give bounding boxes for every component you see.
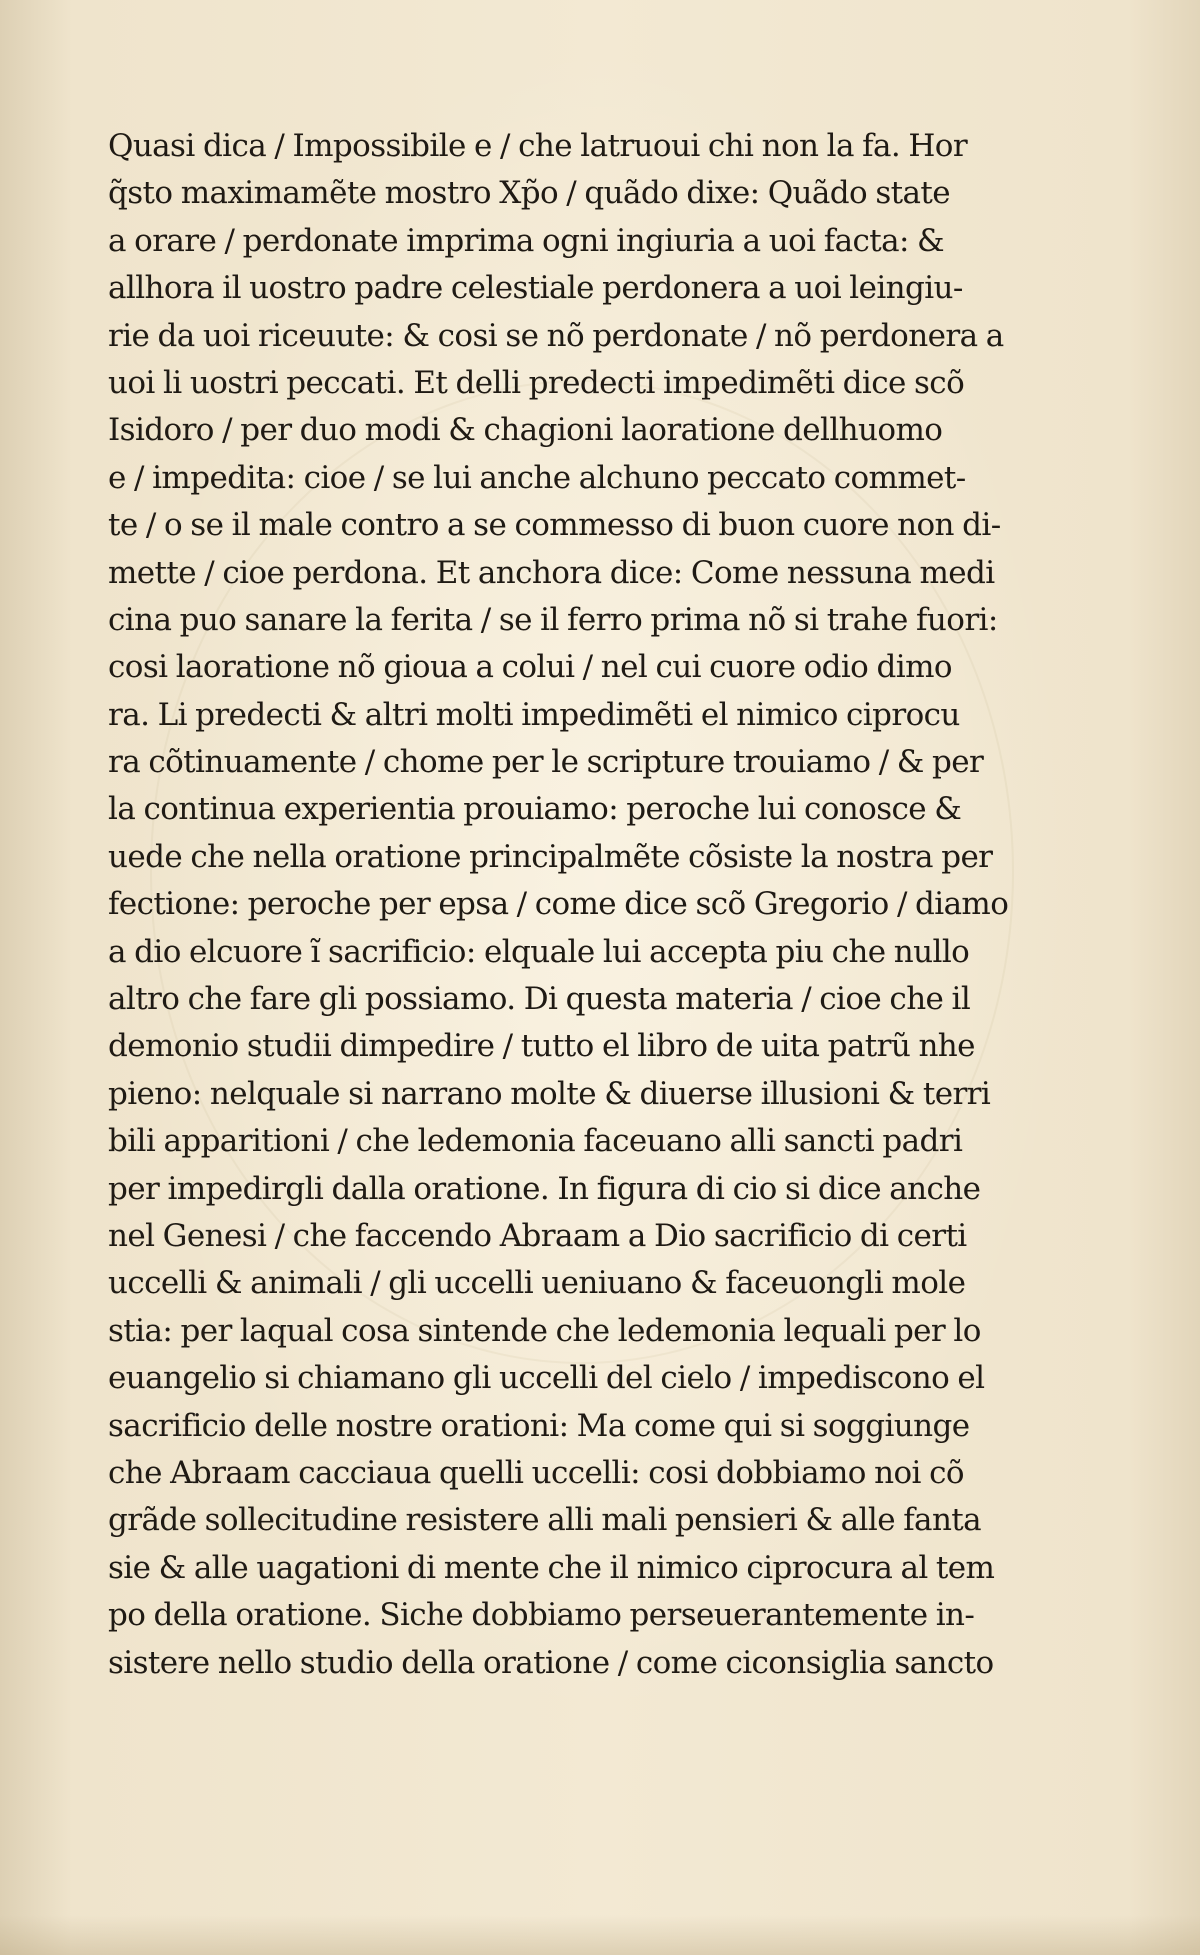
text-line: cina puo sanare la ferita / se il ferro prima nõ si trahe fuori: (108, 601, 998, 638)
text-line: Quasi dica / Impossibile e / che latruoui chi non la fa. Hor (108, 128, 968, 164)
text-line: sacrificio delle nostre orationi: Ma come qui si soggiunge (108, 1407, 970, 1444)
text-line: po della oratione. Siche dobbiamo perseuerantemente in- (108, 1597, 975, 1634)
text-line: pieno: nelquale si narrano molte & diuerse illusioni & terri (108, 1075, 991, 1112)
text-line: bili apparitioni / che ledemonia faceuano alli sancti padri (108, 1123, 963, 1160)
text-line: che Abraam cacciaua quelli uccelli: cosi dobbiamo noi cõ (108, 1454, 964, 1491)
text-line: fectione: peroche per epsa / come dice scõ Gregorio / diamo (108, 886, 1009, 923)
text-line: uoi li uostri peccati. Et delli predecti impedimẽti dice scõ (108, 364, 965, 401)
text-line: rie da uoi riceuute: & cosi se nõ perdonate / nõ perdonera a (108, 317, 1004, 354)
text-line: q̃sto maximamẽte mostro Xp̃o / quãdo dixe: Quãdo state (108, 175, 950, 212)
text-line: a dio elcuore ĩ sacrificio: elquale lui accepta piu che nullo (108, 933, 970, 970)
text-line: euangelio si chiamano gli uccelli del cielo / impediscono el (108, 1360, 985, 1397)
text-line: mette / cioe perdona. Et anchora dice: Come nessuna medi (108, 554, 995, 591)
text-line: demonio studii dimpedire / tutto el libro de uita patrũ nhe (108, 1028, 975, 1065)
text-line: ra. Li predecti & altri molti impedimẽti el nimico ciprocu (108, 696, 960, 733)
text-line: Isidoro / per duo modi & chagioni laoratione dellhuomo (108, 412, 943, 449)
page-bottom-shadow (0, 1915, 1200, 1955)
text-line: a orare / perdonate imprima ogni ingiuria a uoi facta: & (108, 222, 945, 259)
text-line: ra cõtinuamente / chome per le scripture trouiamo / & per (108, 744, 984, 781)
text-line: grãde sollecitudine resistere alli mali pensieri & alle fanta (108, 1502, 982, 1539)
text-line: per impedirgli dalla oratione. In figura di cio si dice anche (108, 1170, 981, 1207)
text-line: uede che nella oratione principalmẽte cõsiste la nostra per (108, 838, 993, 875)
text-line: e / impedita: cioe / se lui anche alchuno peccato commet- (108, 459, 966, 496)
printed-text-block (108, 123, 1008, 1687)
text-line: uccelli & animali / gli uccelli ueniuano & faceuongli mole (108, 1265, 966, 1302)
text-line: allhora il uostro padre celestiale perdonera a uoi leingiu- (108, 270, 963, 307)
text-line: la continua experientia prouiamo: peroche lui conosce & (108, 791, 962, 828)
text-line: te / o se il male contro a se commesso di buon cuore non di- (108, 507, 1001, 544)
text-line: altro che fare gli possiamo. Di questa materia / cioe che il (108, 981, 971, 1018)
text-line: nel Genesi / che faccendo Abraam a Dio sacrificio di certi (108, 1217, 967, 1254)
text-line: stia: per laqual cosa sintende che ledemonia lequali per lo (108, 1312, 981, 1349)
text-line: cosi laoratione nõ gioua a colui / nel cui cuore odio dimo (108, 649, 952, 686)
text-line: sistere nello studio della oratione / come ciconsiglia sancto (108, 1644, 994, 1681)
text-line: sie & alle uagationi di mente che il nimico ciprocura al tem (108, 1549, 995, 1586)
